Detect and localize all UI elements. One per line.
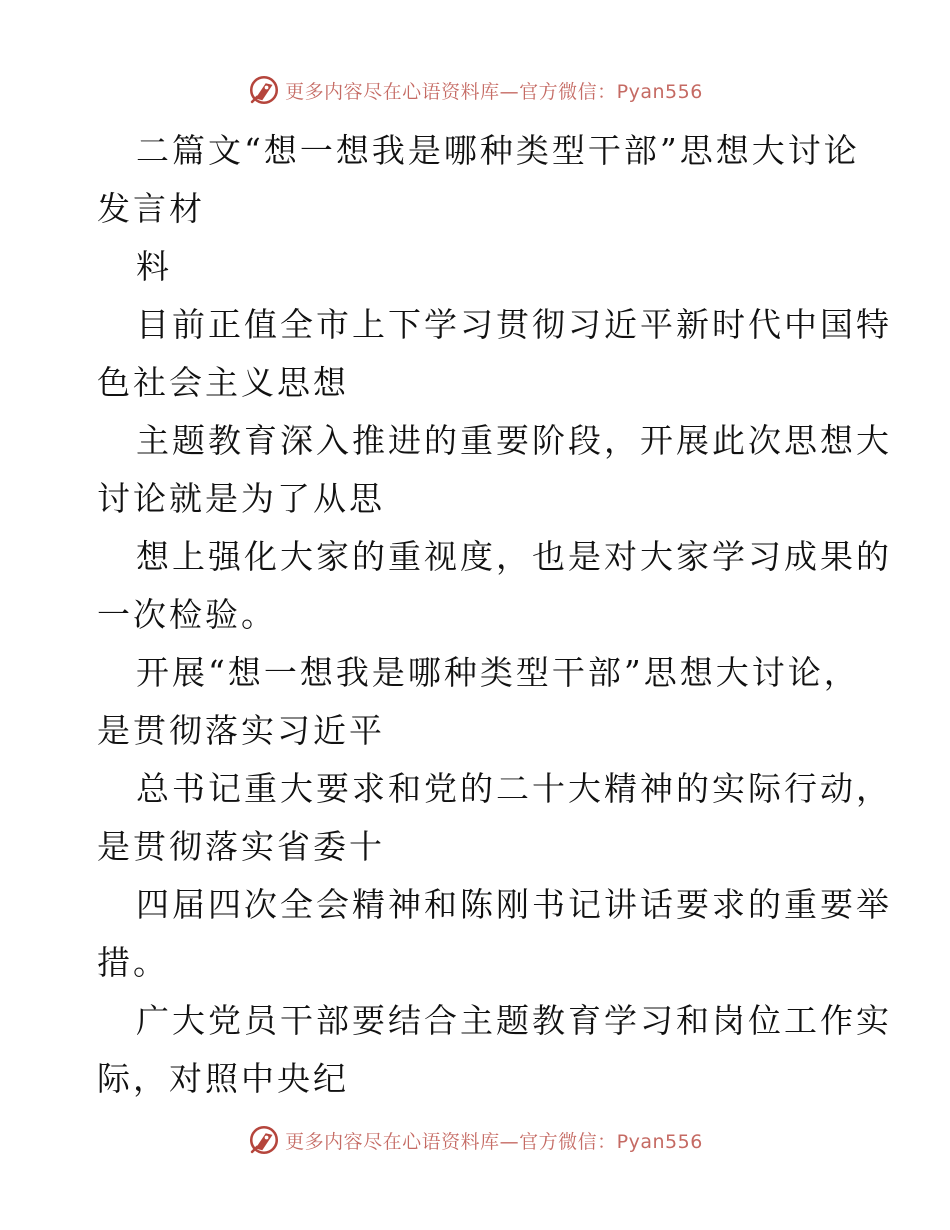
text-line: 二篇文“想一想我是哪种类型干部”思想大讨论 xyxy=(136,131,860,170)
text-line: 措。 xyxy=(97,943,169,982)
text-line: 四届四次全会精神和陈刚书记讲话要求的重要举 xyxy=(136,885,892,924)
banner-site-name: 更多内容尽在心语资料库 xyxy=(285,1130,500,1153)
text-line: 广大党员干部要结合主题教育学习和岗位工作实 xyxy=(136,1001,892,1040)
text-line: 际，对照中央纪 xyxy=(97,1059,349,1098)
text-line: 目前正值全市上下学习贯彻习近平新时代中国特 xyxy=(136,305,892,344)
text-line: 总书记重大要求和党的二十大精神的实际行动， xyxy=(136,769,892,808)
banner-site-name: 更多内容尽在心语资料库 xyxy=(285,80,500,103)
text-line: 开展“想一想我是哪种类型干部”思想大讨论， xyxy=(136,653,860,692)
text-line: 料 xyxy=(136,247,172,286)
text-line: 色社会主义思想 xyxy=(97,363,349,402)
pen-nib-logo-icon xyxy=(247,73,281,107)
banner-wechat: 官方微信：Pyan556 xyxy=(519,80,703,103)
banner-wechat: 官方微信：Pyan556 xyxy=(519,1130,703,1153)
text-line: 发言材 xyxy=(97,189,205,228)
text-line: 是贯彻落实省委十 xyxy=(97,827,385,866)
banner-separator: — xyxy=(499,1130,520,1153)
text-line: 讨论就是为了从思 xyxy=(97,479,385,518)
pen-nib-logo-icon xyxy=(247,1123,281,1157)
text-line: 想上强化大家的重视度，也是对大家学习成果的 xyxy=(136,537,892,576)
document-body xyxy=(97,122,892,1108)
banner-separator: — xyxy=(499,80,520,103)
footer-banner xyxy=(0,1120,950,1160)
text-line: 一次检验。 xyxy=(97,595,277,634)
text-line: 是贯彻落实习近平 xyxy=(97,711,385,750)
header-banner xyxy=(0,70,950,110)
text-line: 主题教育深入推进的重要阶段，开展此次思想大 xyxy=(136,421,892,460)
banner-text xyxy=(285,1127,703,1154)
banner-text xyxy=(285,77,703,104)
